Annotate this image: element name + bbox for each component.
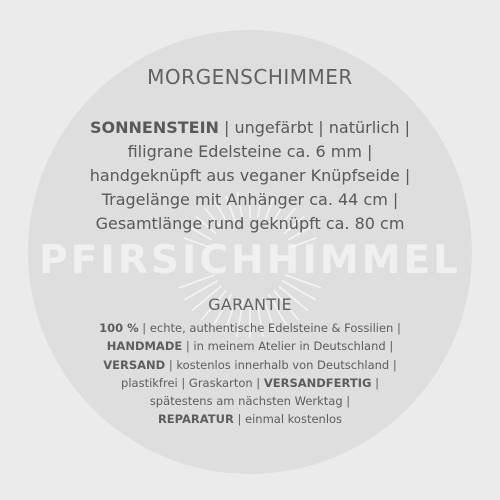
guarantee-line-1: 100 % | echte, authentische Edelsteine & Fossilien | — [99, 321, 401, 335]
product-title: MORGENSCHIMMER — [147, 65, 353, 89]
guarantee-line-4: plastikfrei | Graskarton | VERSANDFERTIG | — [121, 375, 379, 390]
description-line-3: handgeknüpft aus veganer Knüpfseide | — [89, 166, 411, 185]
material-name: SONNENSTEIN — [89, 118, 219, 137]
guarantee-line-6: REPARATUR | einmal kostenlos — [157, 412, 343, 427]
product-description — [0, 116, 500, 236]
guarantee-line-2: HANDMADE | in meinem Atelier in Deutschland | — [106, 339, 394, 354]
description-line-2: filigrane Edelsteine ca. 6 mm | — [127, 142, 373, 161]
description-line-1: SONNENSTEIN | ungefärbt | natürlich | — [89, 118, 411, 137]
guarantee-heading: GARANTIE — [208, 295, 292, 314]
guarantee-line-5: spätestens am nächsten Werktag | — [149, 394, 351, 409]
description-line-5: Gesamtlänge rund geknüpft ca. 80 cm — [95, 214, 405, 233]
description-line-4: Tragelänge mit Anhänger ca. 44 cm | — [101, 190, 399, 209]
guarantee-line-3: VERSAND | kostenlos innerhalb von Deutschland | — [103, 357, 397, 372]
brand-watermark: PFIRSICHHIMMEL — [39, 238, 461, 283]
guarantee-list — [0, 319, 500, 429]
